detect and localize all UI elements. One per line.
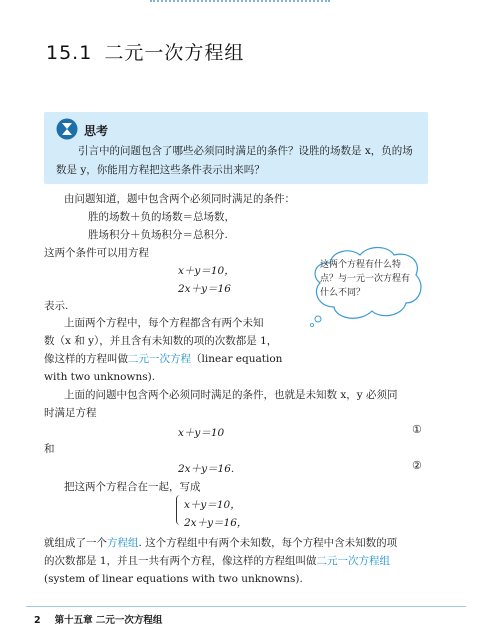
system-definition-prefix: 的次数都是 1，并且一共有两个方程，像这样的方程组叫做	[44, 555, 317, 567]
paragraph-system-line2	[44, 552, 390, 570]
think-icon	[56, 118, 78, 140]
think-box	[44, 112, 428, 184]
term-linear-equation: 二元一次方程	[128, 353, 191, 365]
system-equation-1: x＋y＝10，	[184, 499, 241, 511]
equation-2-number: ②	[412, 459, 422, 472]
paragraph-system-english: (system of linear equations with two unknowns).	[44, 573, 303, 585]
chapter-title: 第十五章 二元一次方程组	[54, 615, 163, 626]
equation-a: x＋y＝10，	[178, 265, 235, 277]
top-decoration	[0, 0, 490, 10]
system-suffix: . 这个方程组中有两个未知数，每个方程中含未知数的项	[138, 537, 398, 549]
equation-1: x＋y＝10	[178, 427, 225, 439]
equation-2: 2x＋y＝16.	[178, 463, 235, 475]
think-text: 引言中的问题包含了哪些必须同时满足的条件？设胜的场数是 x，负的场数是 y，你能用方程把这些条件表示出来吗？	[56, 145, 413, 176]
condition-1: 胜的场数＋负的场数＝总场数，	[88, 211, 235, 223]
definition-prefix: 像这样的方程叫做	[44, 353, 128, 365]
cloud-text: 这两个方程有什么特点？与一元一次方程有什么不同？	[320, 260, 411, 298]
condition-2: 胜场积分＋负场积分＝总积分.	[88, 229, 228, 241]
equation-1-number: ①	[412, 423, 422, 436]
word-and: 和	[44, 443, 55, 455]
paragraph-definition-line2: 数（x 和 y），并且含有未知数的项的次数都是 1，	[44, 335, 278, 347]
term-linear-system: 二元一次方程组	[316, 555, 391, 567]
paragraph-represent: 表示.	[44, 300, 69, 312]
section-number: 15.1	[46, 42, 93, 64]
section-title	[46, 38, 244, 65]
term-system: 方程组	[107, 537, 139, 549]
paragraph-conditions-line1: 上面的问题中包含两个必须同时满足的条件，也就是未知数 x，y 必须同	[64, 389, 398, 401]
page-footer	[34, 612, 162, 626]
page-number: 2	[34, 615, 41, 626]
paragraph-definition-line4: with two unknowns).	[44, 371, 156, 383]
paragraph-conditions-line2: 时满足方程	[44, 407, 97, 419]
paragraph-equations-intro: 这两个条件可以用方程	[44, 247, 149, 259]
paragraph-definition-line1: 上面两个方程中，每个方程都含有两个未知	[64, 317, 264, 329]
paragraph-combine: 把这两个方程合在一起，写成	[64, 481, 201, 493]
system-prefix: 就组成了一个	[44, 537, 107, 549]
paragraph-definition-line3	[44, 350, 282, 368]
equation-b: 2x＋y＝16	[178, 283, 231, 295]
footer-divider	[26, 606, 466, 607]
definition-english: （linear equation	[191, 353, 283, 365]
paragraph-system-line1	[44, 534, 397, 552]
section-title-text: 二元一次方程组	[104, 42, 245, 64]
paragraph-intro: 由问题知道，题中包含两个必须同时满足的条件：	[64, 193, 295, 205]
think-label: 思考	[84, 124, 109, 138]
system-equation-2: 2x＋y＝16，	[184, 517, 248, 529]
